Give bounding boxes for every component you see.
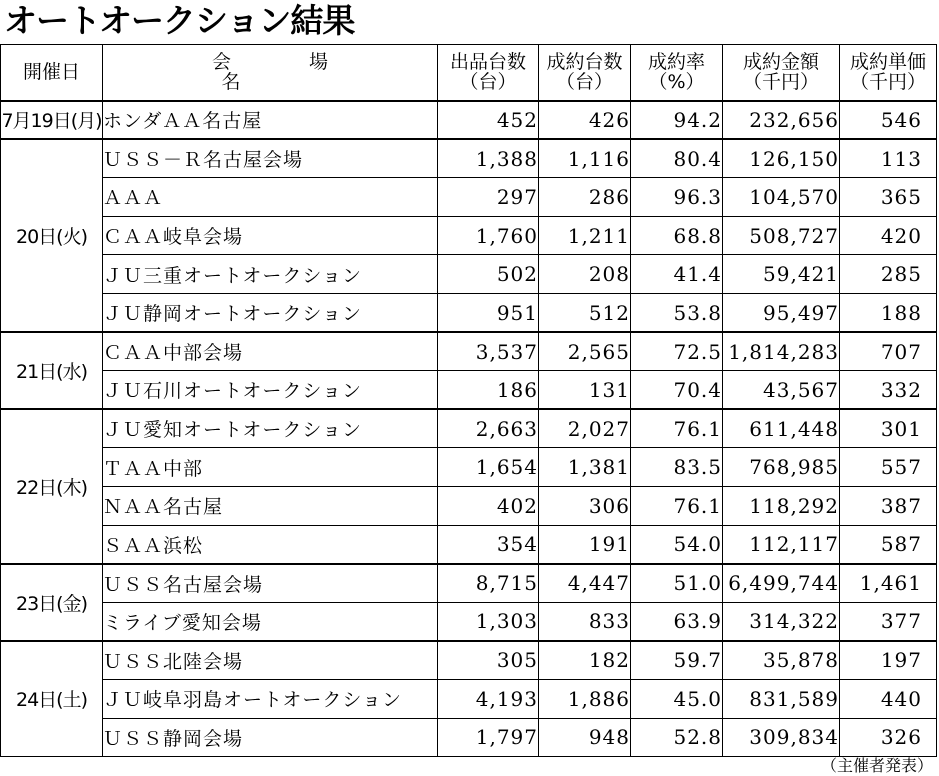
table-row xyxy=(1,332,937,371)
table-row xyxy=(1,216,937,255)
rate-cell: 68.8 xyxy=(631,216,723,255)
header-listed xyxy=(438,45,539,101)
sold-cell: 512 xyxy=(539,293,631,332)
unit-price-cell: 301 xyxy=(840,409,937,448)
table-row xyxy=(1,679,937,718)
auction-results-table xyxy=(0,44,937,757)
rate-cell: 76.1 xyxy=(631,409,723,448)
listed-cell: 297 xyxy=(438,178,539,217)
unit-price-cell: 587 xyxy=(840,525,937,564)
table-body xyxy=(1,101,937,757)
table-row xyxy=(1,139,937,178)
date-cell: 24日(土) xyxy=(1,641,103,757)
unit-price-cell: 420 xyxy=(840,216,937,255)
amount-cell: 611,448 xyxy=(723,409,840,448)
venue-cell: ＪＵ岐阜羽島オートオークション xyxy=(103,679,438,718)
date-cell: 23日(金) xyxy=(1,564,103,641)
amount-cell: 112,117 xyxy=(723,525,840,564)
amount-cell: 309,834 xyxy=(723,718,840,757)
amount-cell: 6,499,744 xyxy=(723,564,840,603)
sold-cell: 4,447 xyxy=(539,564,631,603)
amount-cell: 232,656 xyxy=(723,101,840,140)
table-row xyxy=(1,525,937,564)
table-row xyxy=(1,371,937,410)
unit-price-cell: 188 xyxy=(840,293,937,332)
rate-cell: 53.8 xyxy=(631,293,723,332)
unit-price-cell: 377 xyxy=(840,602,937,641)
table-row xyxy=(1,255,937,294)
source-note: （主催者発表） xyxy=(820,756,933,775)
rate-cell: 94.2 xyxy=(631,101,723,140)
rate-cell: 76.1 xyxy=(631,486,723,525)
amount-cell: 1,814,283 xyxy=(723,332,840,371)
header-unit-price xyxy=(840,45,937,101)
unit-price-cell: 440 xyxy=(840,679,937,718)
amount-cell: 43,567 xyxy=(723,371,840,410)
rate-cell: 45.0 xyxy=(631,679,723,718)
listed-cell: 2,663 xyxy=(438,409,539,448)
sold-cell: 131 xyxy=(539,371,631,410)
unit-price-cell: 113 xyxy=(840,139,937,178)
venue-cell: ＣＡＡ中部会場 xyxy=(103,332,438,371)
listed-cell: 8,715 xyxy=(438,564,539,603)
header-amount xyxy=(723,45,840,101)
header-venue: 会場名 xyxy=(103,45,438,101)
amount-cell: 126,150 xyxy=(723,139,840,178)
unit-price-cell: 1,461 xyxy=(840,564,937,603)
listed-cell: 402 xyxy=(438,486,539,525)
sold-cell: 833 xyxy=(539,602,631,641)
venue-cell: ＪＵ石川オートオークション xyxy=(103,371,438,410)
sold-cell: 1,381 xyxy=(539,448,631,487)
sold-cell: 182 xyxy=(539,641,631,680)
venue-cell: ＮＡＡ名古屋 xyxy=(103,486,438,525)
venue-cell: ＵＳＳ北陸会場 xyxy=(103,641,438,680)
sold-cell: 286 xyxy=(539,178,631,217)
page-title: オートオークション結果 xyxy=(4,1,355,40)
sold-cell: 208 xyxy=(539,255,631,294)
rate-cell: 54.0 xyxy=(631,525,723,564)
table-row xyxy=(1,448,937,487)
unit-price-cell: 546 xyxy=(840,101,937,140)
date-cell: 21日(水) xyxy=(1,332,103,409)
table-row xyxy=(1,564,937,603)
listed-cell: 354 xyxy=(438,525,539,564)
table-row xyxy=(1,178,937,217)
listed-cell: 452 xyxy=(438,101,539,140)
header-rate-unit: （%） xyxy=(648,71,705,94)
sold-cell: 2,027 xyxy=(539,409,631,448)
amount-cell: 768,985 xyxy=(723,448,840,487)
venue-cell: ＴＡＡ中部 xyxy=(103,448,438,487)
venue-cell: ＪＵ愛知オートオークション xyxy=(103,409,438,448)
sold-cell: 2,565 xyxy=(539,332,631,371)
sold-cell: 426 xyxy=(539,101,631,140)
amount-cell: 118,292 xyxy=(723,486,840,525)
table-row xyxy=(1,409,937,448)
listed-cell: 186 xyxy=(438,371,539,410)
unit-price-cell: 326 xyxy=(840,718,937,757)
rate-cell: 72.5 xyxy=(631,332,723,371)
table-row xyxy=(1,486,937,525)
listed-cell: 4,193 xyxy=(438,679,539,718)
header-listed-unit: （台） xyxy=(459,71,517,94)
amount-cell: 831,589 xyxy=(723,679,840,718)
listed-cell: 305 xyxy=(438,641,539,680)
listed-cell: 951 xyxy=(438,293,539,332)
table-header-row xyxy=(1,45,937,101)
header-amount-label: 成約金額 xyxy=(742,51,819,74)
rate-cell: 59.7 xyxy=(631,641,723,680)
header-sold-unit: （台） xyxy=(555,71,613,94)
sold-cell: 1,886 xyxy=(539,679,631,718)
listed-cell: 502 xyxy=(438,255,539,294)
header-date: 開催日 xyxy=(1,45,103,101)
unit-price-cell: 557 xyxy=(840,448,937,487)
listed-cell: 1,388 xyxy=(438,139,539,178)
venue-cell: ＪＵ三重オートオークション xyxy=(103,255,438,294)
header-rate xyxy=(631,45,723,101)
venue-cell: ＳＡＡ浜松 xyxy=(103,525,438,564)
venue-cell: ミライブ愛知会場 xyxy=(103,602,438,641)
sold-cell: 191 xyxy=(539,525,631,564)
header-sold-label: 成約台数 xyxy=(546,51,623,74)
rate-cell: 70.4 xyxy=(631,371,723,410)
header-sold xyxy=(539,45,631,101)
amount-cell: 59,421 xyxy=(723,255,840,294)
sold-cell: 1,211 xyxy=(539,216,631,255)
date-cell: 22日(木) xyxy=(1,409,103,563)
listed-cell: 1,797 xyxy=(438,718,539,757)
table-row xyxy=(1,293,937,332)
unit-price-cell: 365 xyxy=(840,178,937,217)
listed-cell: 3,537 xyxy=(438,332,539,371)
venue-cell: ＵＳＳ－Ｒ名古屋会場 xyxy=(103,139,438,178)
unit-price-cell: 197 xyxy=(840,641,937,680)
venue-cell: ＵＳＳ名古屋会場 xyxy=(103,564,438,603)
table-row xyxy=(1,641,937,680)
unit-price-cell: 332 xyxy=(840,371,937,410)
listed-cell: 1,760 xyxy=(438,216,539,255)
amount-cell: 314,322 xyxy=(723,602,840,641)
header-unit-price-unit: （千円） xyxy=(849,71,926,94)
header-amount-unit: （千円） xyxy=(742,71,819,94)
header-listed-label: 出品台数 xyxy=(449,51,526,74)
unit-price-cell: 387 xyxy=(840,486,937,525)
sold-cell: 1,116 xyxy=(539,139,631,178)
rate-cell: 80.4 xyxy=(631,139,723,178)
table-row xyxy=(1,718,937,757)
header-unit-price-label: 成約単価 xyxy=(849,51,926,74)
rate-cell: 96.3 xyxy=(631,178,723,217)
rate-cell: 52.8 xyxy=(631,718,723,757)
rate-cell: 51.0 xyxy=(631,564,723,603)
amount-cell: 104,570 xyxy=(723,178,840,217)
rate-cell: 41.4 xyxy=(631,255,723,294)
table-row xyxy=(1,602,937,641)
venue-cell: ホンダＡＡ名古屋 xyxy=(103,101,438,140)
listed-cell: 1,303 xyxy=(438,602,539,641)
amount-cell: 35,878 xyxy=(723,641,840,680)
date-cell: 20日(火) xyxy=(1,139,103,332)
rate-cell: 83.5 xyxy=(631,448,723,487)
amount-cell: 508,727 xyxy=(723,216,840,255)
header-rate-label: 成約率 xyxy=(647,51,705,74)
sold-cell: 306 xyxy=(539,486,631,525)
amount-cell: 95,497 xyxy=(723,293,840,332)
rate-cell: 63.9 xyxy=(631,602,723,641)
table-row xyxy=(1,101,937,140)
venue-cell: ＪＵ静岡オートオークション xyxy=(103,293,438,332)
unit-price-cell: 285 xyxy=(840,255,937,294)
date-cell: 7月19日(月) xyxy=(1,101,103,140)
venue-cell: ＡＡＡ xyxy=(103,178,438,217)
venue-cell: ＵＳＳ静岡会場 xyxy=(103,718,438,757)
unit-price-cell: 707 xyxy=(840,332,937,371)
listed-cell: 1,654 xyxy=(438,448,539,487)
venue-cell: ＣＡＡ岐阜会場 xyxy=(103,216,438,255)
sold-cell: 948 xyxy=(539,718,631,757)
